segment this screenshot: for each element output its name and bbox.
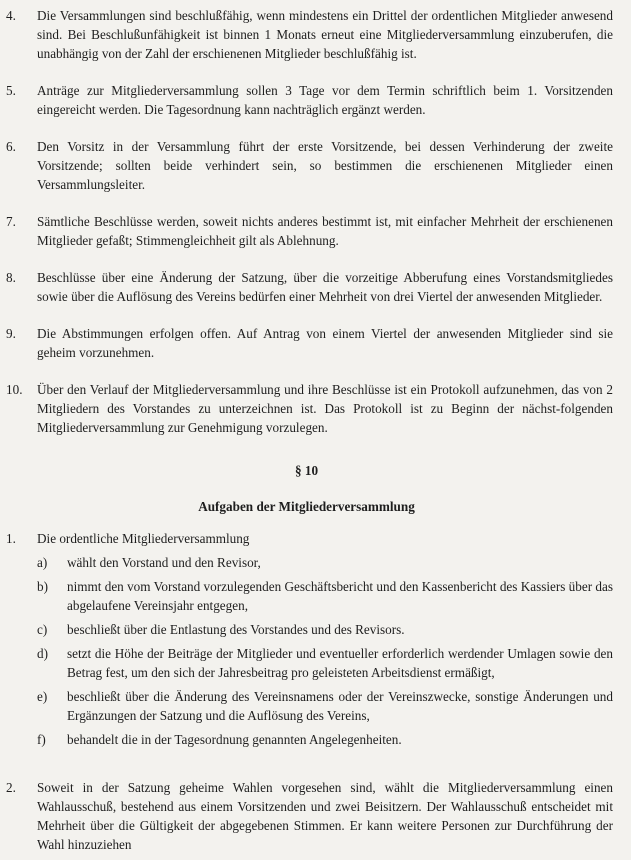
- sub-letter: a): [37, 555, 48, 570]
- paragraph-item: [0, 529, 613, 749]
- sub-item: [37, 553, 613, 572]
- paragraph-item: [0, 380, 613, 437]
- paragraph-body: [37, 529, 613, 749]
- sub-letter: c): [37, 622, 48, 637]
- sub-text: nimmt den vom Vorstand vorzulegenden Geschäftsbericht und den Kassenbericht des Kassiers über das abgelaufene Vereinsjahr entgegen,: [67, 579, 613, 613]
- paragraph-number: 6.: [6, 139, 16, 154]
- paragraph-number: 7.: [6, 214, 16, 229]
- paragraph-item: [0, 268, 613, 306]
- section-title: Aufgaben der Mitgliederversammlung: [198, 499, 415, 514]
- sub-text: behandelt die in der Tagesordnung genannten Angelegenheiten.: [67, 732, 402, 747]
- sub-letter: b): [37, 579, 48, 594]
- paragraph-number: 1.: [6, 531, 16, 546]
- paragraph-item: [0, 324, 613, 362]
- paragraph-item: [0, 212, 613, 250]
- paragraph-text: Die ordentliche Mitgliederversammlung: [37, 531, 250, 546]
- sub-text: beschließt über die Änderung des Vereinsnamens oder der Vereinszwecke, sonstige Änderungen und Ergänzungen der Satzung und die Auflösung des Vereins,: [67, 689, 613, 723]
- sub-text: wählt den Vorstand und den Revisor,: [67, 555, 261, 570]
- paragraph-item: [0, 778, 613, 854]
- paragraph-number: 4.: [6, 8, 16, 23]
- paragraph-text: Den Vorsitz in der Versammlung führt der erste Vorsitzende, bei dessen Verhinderung der zweite Vorsitzende; sollten beide verhindert sein, so bestimmen die erschienenen Mitglieder einen Versammlungsleiter.: [37, 139, 613, 192]
- paragraph-text: Die Versammlungen sind beschlußfähig, wenn mindestens ein Drittel der ordentlichen Mitglieder anwesend sind. Bei Beschlußunfähigkeit ist binnen 1 Monats erneut eine Mitgliederversammlung einzuberufen, die unabhängig von der Zahl der erschienenen Mitglieder beschlußfähig ist.: [37, 8, 613, 61]
- paragraph-text: Sämtliche Beschlüsse werden, soweit nichts anderes bestimmt ist, mit einfacher Mehrheit der erschienenen Mitglieder gefaßt; Stimmengleichheit gilt als Ablehnung.: [37, 214, 613, 248]
- sub-item: [37, 730, 613, 749]
- paragraph-number: 2.: [6, 780, 16, 795]
- paragraph-item: [0, 81, 613, 119]
- sub-item: [37, 620, 613, 639]
- numbered-paragraphs: [0, 6, 613, 437]
- paragraph-text: Soweit in der Satzung geheime Wahlen vorgesehen sind, wählt die Mitgliederversammlung einen Wahlausschuß, bestehend aus einem Vorsitzenden und zwei Beisitzern. Der Wahlausschuß entscheidet mit Mehrheit über die Gültigkeit der abgegebenen Stimmen. Er kann weitere Personen zur Durchführung der Wahl hinzuziehen: [37, 780, 613, 852]
- paragraph-number: 10.: [6, 382, 23, 397]
- paragraph-number: 5.: [6, 83, 16, 98]
- sub-list: [37, 553, 613, 749]
- paragraph-text: Beschlüsse über eine Änderung der Satzung, über die vorzeitige Abberufung eines Vorstandsmitgliedes sowie über die Auflösung des Vereins bedürfen einer Mehrheit von drei Viertel der anwesenden Mitglieder.: [37, 270, 613, 304]
- paragraph-item: [0, 6, 613, 63]
- sub-item: [37, 687, 613, 725]
- sub-item: [37, 644, 613, 682]
- sub-item: [37, 577, 613, 615]
- sub-letter: f): [37, 732, 46, 747]
- paragraph-number: 8.: [6, 270, 16, 285]
- section-number: § 10: [294, 463, 319, 478]
- paragraph-text: Über den Verlauf der Mitgliederversammlung und ihre Beschlüsse ist ein Protokoll aufzunehmen, das von 2 Mitgliedern des Vorstandes zu unterzeichnen ist. Das Protokoll ist zu Beginn der nächst-folgenden Mitgliederversammlung zur Genehmigung vorzulegen.: [37, 382, 613, 435]
- sub-text: beschließt über die Entlastung des Vorstandes und des Revisors.: [67, 622, 405, 637]
- sub-letter: d): [37, 646, 48, 661]
- paragraph-text: Anträge zur Mitgliederversammlung sollen 3 Tage vor dem Termin schriftlich beim 1. Vorsitzenden eingereicht werden. Die Tagesordnung kann nachträglich ergänzt werden.: [37, 83, 613, 117]
- paragraph-text: Die Abstimmungen erfolgen offen. Auf Antrag von einem Viertel der anwesenden Mitglieder sind sie geheim vorzunehmen.: [37, 326, 613, 360]
- sub-letter: e): [37, 689, 48, 704]
- sub-text: setzt die Höhe der Beiträge der Mitglieder und eventueller erforderlich werdender Umlagen sowie den Betrag fest, um den sich der Jahresbeitrag pro geleisteten Arbeitsdienst ermäßigt,: [67, 646, 613, 680]
- paragraph-item: [0, 137, 613, 194]
- paragraph-number: 9.: [6, 326, 16, 341]
